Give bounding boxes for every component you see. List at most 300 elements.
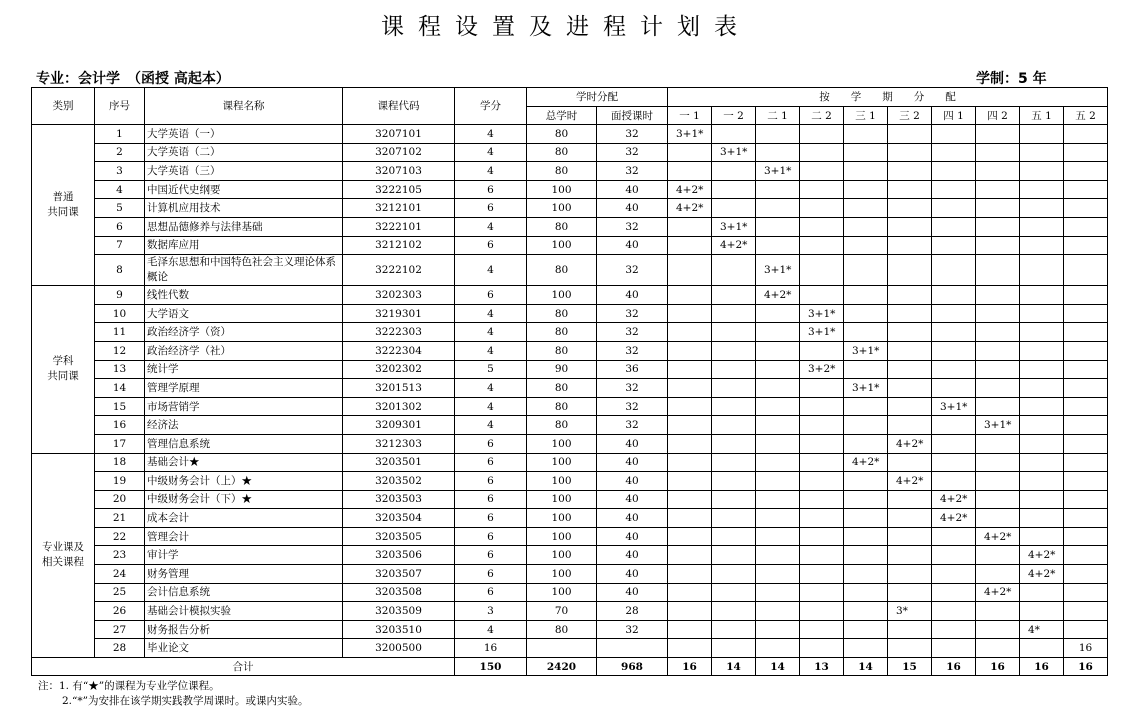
course-face-hours: 40 [597, 286, 668, 305]
semester-cell [756, 509, 800, 528]
course-code: 3219301 [343, 304, 455, 323]
course-code: 3207101 [343, 125, 455, 144]
semester-cell [712, 199, 756, 218]
semester-cell [668, 286, 712, 305]
semester-cell [1064, 162, 1108, 181]
semester-cell [800, 453, 844, 472]
semester-cell [800, 509, 844, 528]
course-semester-load: 3+1* [844, 341, 888, 360]
course-name: 财务报告分析 [145, 620, 343, 639]
semester-cell [1020, 143, 1064, 162]
total-semester: 14 [844, 658, 888, 676]
course-total-hours: 100 [527, 199, 597, 218]
semester-cell [844, 180, 888, 199]
course-code: 3222105 [343, 180, 455, 199]
total-semester: 15 [888, 658, 932, 676]
semester-cell [668, 620, 712, 639]
course-semester-load: 4+2* [888, 434, 932, 453]
semester-cell [1064, 434, 1108, 453]
semester-cell [888, 490, 932, 509]
semester-cell [844, 602, 888, 621]
semester-cell [800, 546, 844, 565]
course-face-hours: 32 [597, 162, 668, 181]
semester-cell [844, 434, 888, 453]
semester-cell [932, 236, 976, 255]
header-semester: 三 1 [844, 107, 888, 125]
semester-cell [800, 255, 844, 286]
course-no: 26 [95, 602, 145, 621]
semester-cell [712, 639, 756, 658]
course-semester-load: 4+2* [844, 453, 888, 472]
semester-cell [932, 143, 976, 162]
course-name: 中级财务会计（下）★ [145, 490, 343, 509]
course-row [32, 255, 1108, 286]
course-row [32, 143, 1108, 162]
semester-cell [888, 509, 932, 528]
semester-cell [712, 162, 756, 181]
semester-cell [976, 162, 1020, 181]
course-code: 3222101 [343, 217, 455, 236]
course-face-hours: 32 [597, 143, 668, 162]
category-cell: 普通 共同课 [32, 125, 95, 286]
semester-cell [668, 236, 712, 255]
semester-cell [1064, 583, 1108, 602]
semester-cell [756, 125, 800, 144]
course-code: 3203501 [343, 453, 455, 472]
semester-cell [668, 434, 712, 453]
semester-cell [668, 360, 712, 379]
course-credits: 6 [455, 509, 527, 528]
semester-cell [888, 583, 932, 602]
course-no: 9 [95, 286, 145, 305]
semester-cell [888, 304, 932, 323]
semester-cell [712, 565, 756, 584]
semester-cell [712, 360, 756, 379]
semester-cell [888, 416, 932, 435]
header-no: 序号 [95, 88, 145, 125]
semester-cell [756, 217, 800, 236]
course-total-hours: 100 [527, 565, 597, 584]
semester-cell [712, 620, 756, 639]
semester-cell [756, 602, 800, 621]
semester-cell [844, 620, 888, 639]
semester-cell [800, 527, 844, 546]
semester-cell [668, 472, 712, 491]
semester-cell [888, 341, 932, 360]
course-no: 6 [95, 217, 145, 236]
semester-cell [712, 323, 756, 342]
course-credits: 6 [455, 565, 527, 584]
course-name: 毛泽东思想和中国特色社会主义理论体系概论 [145, 255, 343, 286]
semester-cell [1020, 509, 1064, 528]
semester-cell [800, 583, 844, 602]
course-face-hours: 40 [597, 546, 668, 565]
header-semester: 四 1 [932, 107, 976, 125]
course-total-hours: 100 [527, 527, 597, 546]
semester-cell [756, 236, 800, 255]
course-total-hours: 100 [527, 490, 597, 509]
semester-cell [756, 434, 800, 453]
semester-cell [844, 199, 888, 218]
semester-cell [668, 143, 712, 162]
semester-cell [1064, 304, 1108, 323]
semester-cell [888, 199, 932, 218]
course-row [32, 397, 1108, 416]
total-row [32, 658, 1108, 676]
semester-cell [888, 397, 932, 416]
header-semester: 二 2 [800, 107, 844, 125]
course-face-hours: 40 [597, 565, 668, 584]
semester-cell [888, 379, 932, 398]
semester-cell [888, 217, 932, 236]
course-code: 3203508 [343, 583, 455, 602]
category-cell: 学科 共同课 [32, 286, 95, 453]
semester-cell [756, 143, 800, 162]
semester-cell [1020, 199, 1064, 218]
course-name: 基础会计★ [145, 453, 343, 472]
header-name: 课程名称 [145, 88, 343, 125]
semester-cell [800, 199, 844, 218]
semester-cell [1064, 416, 1108, 435]
header-semester: 一 2 [712, 107, 756, 125]
semester-cell [932, 255, 976, 286]
semester-cell [844, 416, 888, 435]
semester-cell [932, 323, 976, 342]
semester-cell [756, 453, 800, 472]
course-row [32, 199, 1108, 218]
course-code: 3203509 [343, 602, 455, 621]
course-face-hours: 40 [597, 434, 668, 453]
course-name: 会计信息系统 [145, 583, 343, 602]
semester-cell [976, 360, 1020, 379]
semester-cell [1020, 125, 1064, 144]
course-name: 成本会计 [145, 509, 343, 528]
semester-cell [1064, 509, 1108, 528]
course-face-hours: 40 [597, 527, 668, 546]
semester-cell [756, 323, 800, 342]
course-semester-load: 3+1* [756, 255, 800, 286]
semester-cell [888, 236, 932, 255]
course-total-hours: 100 [527, 583, 597, 602]
course-code: 3222102 [343, 255, 455, 286]
semester-cell [1064, 490, 1108, 509]
course-no: 17 [95, 434, 145, 453]
course-name: 基础会计模拟实验 [145, 602, 343, 621]
course-face-hours: 32 [597, 341, 668, 360]
semester-cell [1020, 341, 1064, 360]
course-total-hours: 80 [527, 416, 597, 435]
course-no: 8 [95, 255, 145, 286]
course-face-hours: 32 [597, 397, 668, 416]
semester-cell [756, 546, 800, 565]
course-code: 3203502 [343, 472, 455, 491]
course-total-hours: 80 [527, 125, 597, 144]
course-credits: 4 [455, 341, 527, 360]
course-no: 12 [95, 341, 145, 360]
semester-cell [888, 180, 932, 199]
total-semester: 16 [1064, 658, 1108, 676]
semester-cell [800, 639, 844, 658]
semester-cell [800, 236, 844, 255]
semester-cell [800, 434, 844, 453]
header-semester: 三 2 [888, 107, 932, 125]
semester-cell [712, 286, 756, 305]
semester-cell [800, 180, 844, 199]
header-semester: 五 1 [1020, 107, 1064, 125]
course-credits: 16 [455, 639, 527, 658]
semester-cell [1020, 434, 1064, 453]
page-title: 课程设置及进程计划表 [381, 14, 751, 40]
course-total-hours: 90 [527, 360, 597, 379]
course-face-hours: 32 [597, 217, 668, 236]
course-semester-load: 3+1* [976, 416, 1020, 435]
course-total-hours: 100 [527, 236, 597, 255]
semester-cell [844, 125, 888, 144]
course-semester-load: 4+2* [976, 583, 1020, 602]
course-no: 24 [95, 565, 145, 584]
semester-cell [668, 453, 712, 472]
semester-cell [1020, 286, 1064, 305]
semester-cell [844, 255, 888, 286]
course-face-hours: 32 [597, 620, 668, 639]
semester-cell [756, 620, 800, 639]
semester-cell [932, 472, 976, 491]
semester-cell [668, 602, 712, 621]
course-name: 管理学原理 [145, 379, 343, 398]
course-code: 3203503 [343, 490, 455, 509]
course-name: 经济法 [145, 416, 343, 435]
course-row [32, 546, 1108, 565]
course-credits: 4 [455, 416, 527, 435]
course-no: 1 [95, 125, 145, 144]
course-total-hours: 80 [527, 379, 597, 398]
semester-cell [756, 397, 800, 416]
course-code: 3207103 [343, 162, 455, 181]
semester-cell [932, 453, 976, 472]
course-no: 16 [95, 416, 145, 435]
course-credits: 4 [455, 143, 527, 162]
semester-cell [800, 397, 844, 416]
semester-cell [800, 217, 844, 236]
course-name: 中国近代史纲要 [145, 180, 343, 199]
semester-cell [844, 286, 888, 305]
course-credits: 6 [455, 583, 527, 602]
course-code: 3212102 [343, 236, 455, 255]
course-code: 3202303 [343, 286, 455, 305]
course-semester-load: 3+1* [800, 304, 844, 323]
semester-cell [976, 236, 1020, 255]
semester-cell [976, 143, 1020, 162]
course-name: 大学英语（二） [145, 143, 343, 162]
course-semester-load: 3+1* [712, 143, 756, 162]
note-1: 注：1. 有“★”的课程为专业学位课程。 [38, 680, 220, 692]
course-row [32, 434, 1108, 453]
header-credits: 学分 [455, 88, 527, 125]
course-credits: 6 [455, 180, 527, 199]
course-credits: 4 [455, 162, 527, 181]
semester-cell [756, 341, 800, 360]
semester-cell [800, 162, 844, 181]
semester-cell [976, 304, 1020, 323]
course-code: 3203510 [343, 620, 455, 639]
semester-cell [844, 509, 888, 528]
semester-cell [888, 143, 932, 162]
semester-cell [756, 180, 800, 199]
semester-cell [888, 527, 932, 546]
semester-cell [712, 416, 756, 435]
semester-cell [756, 472, 800, 491]
semester-cell [844, 546, 888, 565]
course-code: 3202302 [343, 360, 455, 379]
semester-cell [668, 583, 712, 602]
course-row [32, 416, 1108, 435]
major-label: 专业：会计学 （函授 高起本） [36, 71, 230, 87]
semester-cell [888, 639, 932, 658]
course-no: 7 [95, 236, 145, 255]
semester-cell [756, 639, 800, 658]
course-face-hours: 28 [597, 602, 668, 621]
semester-cell [712, 397, 756, 416]
course-total-hours [527, 639, 597, 658]
course-total-hours: 100 [527, 509, 597, 528]
semester-cell [800, 379, 844, 398]
course-face-hours: 32 [597, 125, 668, 144]
semester-cell [1064, 341, 1108, 360]
semester-cell [668, 490, 712, 509]
course-name: 中级财务会计（上）★ [145, 472, 343, 491]
course-credits: 5 [455, 360, 527, 379]
semester-cell [844, 323, 888, 342]
course-total-hours: 80 [527, 162, 597, 181]
semester-cell [1020, 472, 1064, 491]
semester-cell [888, 620, 932, 639]
semester-cell [932, 565, 976, 584]
course-no: 2 [95, 143, 145, 162]
semester-cell [712, 509, 756, 528]
semester-cell [976, 565, 1020, 584]
course-semester-load: 3+1* [844, 379, 888, 398]
semester-cell [888, 286, 932, 305]
course-semester-load: 4+2* [756, 286, 800, 305]
semester-cell [1064, 379, 1108, 398]
semester-cell [1064, 255, 1108, 286]
semester-cell [668, 565, 712, 584]
total-semester: 14 [756, 658, 800, 676]
semester-cell [800, 472, 844, 491]
header-total-hours: 总学时 [527, 107, 597, 125]
course-name: 大学语文 [145, 304, 343, 323]
semester-cell [668, 527, 712, 546]
header-semester-group: 按 学 期 分 配 [668, 88, 1108, 107]
course-name: 大学英语（一） [145, 125, 343, 144]
course-credits: 4 [455, 323, 527, 342]
course-face-hours: 40 [597, 236, 668, 255]
course-no: 28 [95, 639, 145, 658]
semester-cell [932, 199, 976, 218]
course-credits: 6 [455, 434, 527, 453]
course-no: 23 [95, 546, 145, 565]
semester-cell [844, 304, 888, 323]
semester-cell [1020, 379, 1064, 398]
semester-cell [668, 162, 712, 181]
course-credits: 3 [455, 602, 527, 621]
semester-cell [976, 453, 1020, 472]
semester-cell [756, 416, 800, 435]
semester-cell [1064, 565, 1108, 584]
course-total-hours: 80 [527, 323, 597, 342]
course-credits: 4 [455, 304, 527, 323]
course-credits: 6 [455, 286, 527, 305]
semester-cell [888, 546, 932, 565]
semester-cell [844, 217, 888, 236]
total-semester: 16 [668, 658, 712, 676]
course-face-hours: 32 [597, 379, 668, 398]
semester-cell [668, 341, 712, 360]
course-face-hours: 40 [597, 490, 668, 509]
course-code: 3203505 [343, 527, 455, 546]
course-total-hours: 80 [527, 304, 597, 323]
semester-cell [932, 602, 976, 621]
semester-cell [712, 472, 756, 491]
course-credits: 4 [455, 217, 527, 236]
course-row [32, 490, 1108, 509]
course-no: 20 [95, 490, 145, 509]
semester-cell [1064, 620, 1108, 639]
course-total-hours: 70 [527, 602, 597, 621]
semester-cell [932, 379, 976, 398]
course-code: 3222304 [343, 341, 455, 360]
course-name: 审计学 [145, 546, 343, 565]
semester-cell [1064, 472, 1108, 491]
course-name: 管理信息系统 [145, 434, 343, 453]
course-credits: 6 [455, 472, 527, 491]
semester-cell [976, 180, 1020, 199]
semester-cell [1020, 416, 1064, 435]
course-face-hours: 40 [597, 199, 668, 218]
semester-cell [1020, 255, 1064, 286]
semester-cell [932, 217, 976, 236]
total-semester: 16 [932, 658, 976, 676]
course-face-hours: 40 [597, 453, 668, 472]
semester-cell [1020, 360, 1064, 379]
course-credits: 6 [455, 546, 527, 565]
semester-cell [844, 397, 888, 416]
semester-cell [888, 360, 932, 379]
semester-cell [1064, 125, 1108, 144]
course-total-hours: 80 [527, 341, 597, 360]
course-semester-load: 3+2* [800, 360, 844, 379]
semester-cell [1064, 143, 1108, 162]
semester-cell [756, 527, 800, 546]
semester-cell [1064, 199, 1108, 218]
course-semester-load: 4+2* [932, 509, 976, 528]
course-plan-table [31, 87, 1108, 676]
course-total-hours: 100 [527, 472, 597, 491]
semester-cell [932, 527, 976, 546]
course-code: 3201302 [343, 397, 455, 416]
notes [38, 679, 309, 709]
course-row [32, 583, 1108, 602]
semester-cell [976, 379, 1020, 398]
semester-cell [712, 180, 756, 199]
course-total-hours: 80 [527, 217, 597, 236]
course-total-hours: 100 [527, 546, 597, 565]
semester-cell [976, 397, 1020, 416]
course-row [32, 620, 1108, 639]
total-semester: 16 [1020, 658, 1064, 676]
semester-cell [1020, 304, 1064, 323]
course-name: 思想品德修养与法律基础 [145, 217, 343, 236]
